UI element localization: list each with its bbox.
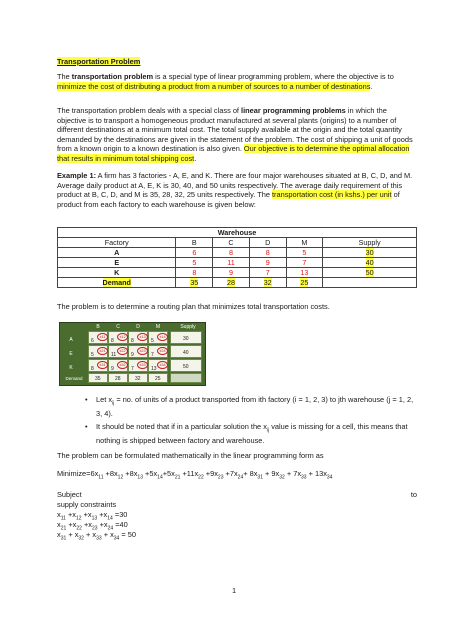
grid-var: x34	[157, 361, 168, 369]
grid-var: x33	[137, 361, 148, 369]
cost-cell: 9	[213, 268, 250, 278]
factory-cell: K	[58, 268, 176, 278]
subject-text: Subject	[57, 490, 82, 499]
grid-var: x32	[117, 361, 128, 369]
grid-var: x12	[117, 333, 128, 341]
demand-label	[58, 278, 176, 288]
grid-supply: 30	[183, 336, 189, 342]
grid-var: x14	[157, 333, 168, 341]
header-supply: Supply	[323, 238, 417, 248]
grid-cell	[148, 345, 168, 358]
supply-cell	[323, 268, 417, 278]
grid-cell	[88, 359, 108, 372]
grid-row-label: E	[69, 351, 73, 357]
example-label: Example 1:	[57, 171, 97, 180]
constraint-line	[57, 530, 417, 544]
constraint-text: $x_{11} +x_{12} +x_{13} +x_{14} =30$	[57, 510, 128, 522]
grid-var: x22	[117, 347, 128, 355]
grid-cost: 5	[151, 338, 154, 344]
demand-cell	[176, 278, 213, 288]
cost-cell: 8	[176, 268, 213, 278]
intro-paragraph	[57, 72, 417, 91]
cost-cell: 8	[213, 248, 250, 258]
bullet-icon: •	[85, 421, 88, 431]
grid-demand-cell	[148, 373, 168, 383]
grid-supply-cell	[170, 331, 202, 344]
header-c: C	[213, 238, 250, 248]
demand-cell	[213, 278, 250, 288]
grid-cost: 11	[111, 352, 117, 358]
subject-line	[57, 490, 417, 500]
list-item	[85, 395, 418, 419]
grid-row-label: A	[69, 337, 73, 343]
supply-value: 30	[365, 248, 374, 257]
bullet-list	[85, 395, 418, 448]
demand-label-text: Demand	[102, 278, 131, 287]
cost-cell: 7	[249, 268, 286, 278]
section-title	[57, 57, 417, 67]
table-row	[58, 268, 417, 278]
grid-cell	[128, 345, 148, 358]
header-m: M	[286, 238, 323, 248]
factory-cell: A	[58, 248, 176, 258]
cost-cell: 8	[249, 248, 286, 258]
page-number: 1	[232, 586, 237, 595]
bullet1-sub: ij	[112, 400, 115, 407]
grid-cost: 5	[91, 352, 94, 358]
grid-var: x21	[97, 347, 108, 355]
grid-demand-cell	[88, 373, 108, 383]
table-caption: Warehouse	[58, 228, 417, 238]
bullet2-post: value is missing for a cell, this means that nothing is shipped between factory and warehouse.	[96, 421, 408, 445]
intro-mid: is a special type of linear programming problem, where the objective is to	[153, 72, 394, 81]
bullet2-sub: ij	[266, 427, 270, 434]
grid-cost: 9	[131, 352, 134, 358]
grid-cell	[108, 345, 128, 358]
example-paragraph	[57, 171, 417, 209]
grid-cell	[108, 331, 128, 344]
grid-cell	[88, 331, 108, 344]
grid-header: M	[155, 324, 161, 330]
demand-value: 35	[190, 278, 199, 287]
grid-cost: 7	[151, 352, 154, 358]
grid-cost: 8	[111, 338, 114, 344]
intro-pre: The	[57, 72, 72, 81]
constraint-text: $x_{31} + x_{32} + x_{33} + x_{34} = 50$	[57, 530, 136, 542]
grid-header: Supply	[180, 324, 196, 330]
objective-function	[57, 469, 417, 483]
grid-supply-cell	[170, 345, 202, 358]
paragraph-two	[57, 106, 417, 164]
supply-cell	[323, 248, 417, 258]
grid-demand-cell	[108, 373, 128, 383]
grid-cell	[148, 359, 168, 372]
example-highlight: transportation cost (in kshs.) per unit	[272, 190, 392, 200]
table-row	[58, 248, 417, 258]
grid-var: x13	[137, 333, 148, 341]
table-row	[58, 258, 417, 268]
para2-a: The transportation problem deals with a special class of	[57, 106, 242, 115]
grid-cost: 6	[91, 338, 94, 344]
list-item	[85, 421, 418, 446]
grid-demand-empty	[170, 373, 202, 383]
cost-cell: 11	[213, 258, 250, 268]
example-text: A firm has 3 factories - A, E, and K. There are four major warehouses situated at B, C, D, and M. Average daily product at A, E, K is 30, 40, and 50 units respectively. The average daily requirement of this product at B, C, D, and M is 35, 28, 32, 25 units respectively. The	[57, 171, 413, 200]
header-factory: Factory	[58, 238, 176, 248]
supply-value: 50	[365, 268, 374, 277]
bullet1-post: = no. of units of a product transported from ith factory (i = 1, 2, 3) to jth warehouse (j = 1, 2, 3, 4).	[96, 395, 414, 419]
grid-var: x31	[97, 361, 108, 369]
example-end: of product from each factory to each warehouse is given below:	[57, 190, 400, 209]
grid-demand: 25	[155, 376, 161, 382]
supply-cell	[323, 258, 417, 268]
grid-demand: 32	[135, 376, 141, 382]
grid-demand-cell	[128, 373, 148, 383]
supply-value: 40	[365, 258, 374, 267]
objective-text: $Minimize=6x_{11} +8x_{12} +8x_{13} +5x_{14}+5x_{21} +11x_{22} +9x_{23} +7x_{24}+ 8x_{31} + 9x_{32} + 7x_{33} + 13x_{34}$	[57, 469, 333, 481]
grid-cost: 8	[91, 366, 94, 372]
para2-bold: linear programming problems	[241, 106, 346, 115]
cost-cell: 7	[286, 258, 323, 268]
grid-header: B	[96, 324, 100, 330]
cost-cell: 6	[176, 248, 213, 258]
grid-header: C	[116, 324, 120, 330]
intro-bold: transportation problem	[71, 72, 154, 81]
bullet-icon: •	[85, 395, 88, 404]
cost-cell: 5	[286, 248, 323, 258]
grid-cell	[128, 331, 148, 344]
formulate-paragraph: The problem can be formulated mathematically in the linear programming form as	[57, 451, 324, 460]
grid-cell	[88, 345, 108, 358]
grid-cell	[108, 359, 128, 372]
demand-cell	[286, 278, 323, 288]
grid-var: x24	[157, 347, 168, 355]
to-text: to	[410, 490, 417, 499]
supply-constraints-label: supply constraints	[57, 500, 117, 509]
grid-cost: 7	[131, 366, 134, 372]
table-caption-row	[58, 228, 417, 238]
bullet2-pre: It should be noted that if in a particular solution the x	[96, 421, 267, 431]
demand-row	[58, 278, 417, 288]
cost-cell: 9	[249, 258, 286, 268]
grid-demand: 35	[95, 376, 101, 382]
para2-b: in which the objective is to transport a homogeneous product manufactured at several plants (origins) to a number of different destinations at a minimum total cost. The total supply available at the origin and the total quantity demanded by the destinations are given in the statement of the problem. The cost of shipping a unit of goods from a known origin to a known destination is also given.	[57, 106, 413, 154]
demand-value: 28	[227, 278, 235, 287]
routing-paragraph: The problem is to determine a routing plan that minimizes total transportation costs.	[57, 302, 330, 311]
grid-supply: 50	[183, 364, 189, 370]
grid-cost: 13	[151, 366, 157, 372]
grid-cost: 9	[111, 366, 114, 372]
demand-empty	[323, 278, 417, 288]
constraint-text: $x_{21} +x_{22} +x_{23} +x_{24} =40$	[57, 520, 128, 532]
cost-table	[57, 227, 417, 288]
para2-end: .	[194, 153, 197, 163]
para2-highlight: Our objective is to determine the optimal allocation that results in minimum total shipping cost	[57, 144, 410, 163]
demand-value: 32	[263, 278, 272, 287]
demand-cell	[249, 278, 286, 288]
intro-end: .	[370, 81, 373, 91]
grid-supply-cell	[170, 359, 202, 372]
table-header-row	[58, 238, 417, 248]
grid-row-label: K	[69, 365, 73, 371]
intro-highlight: minimize the cost of distributing a product from a number of sources to a number of destinations	[57, 81, 371, 91]
grid-cost: 8	[131, 338, 134, 344]
grid-header: D	[136, 324, 140, 330]
header-d: D	[249, 238, 286, 248]
bullet1-pre: Let x	[96, 395, 113, 404]
grid-var: x23	[137, 347, 148, 355]
grid-demand-label: Demand	[65, 376, 83, 381]
grid-var: x11	[97, 333, 108, 341]
demand-value: 25	[300, 278, 309, 287]
grid-cell	[128, 359, 148, 372]
header-b: B	[176, 238, 213, 248]
title-text: Transportation Problem	[57, 57, 141, 66]
transportation-grid-figure	[59, 322, 206, 386]
grid-supply: 40	[183, 350, 189, 356]
grid-demand: 28	[115, 376, 121, 382]
cost-cell: 5	[176, 258, 213, 268]
grid-cell	[148, 331, 168, 344]
factory-cell: E	[58, 258, 176, 268]
cost-cell: 13	[286, 268, 323, 278]
